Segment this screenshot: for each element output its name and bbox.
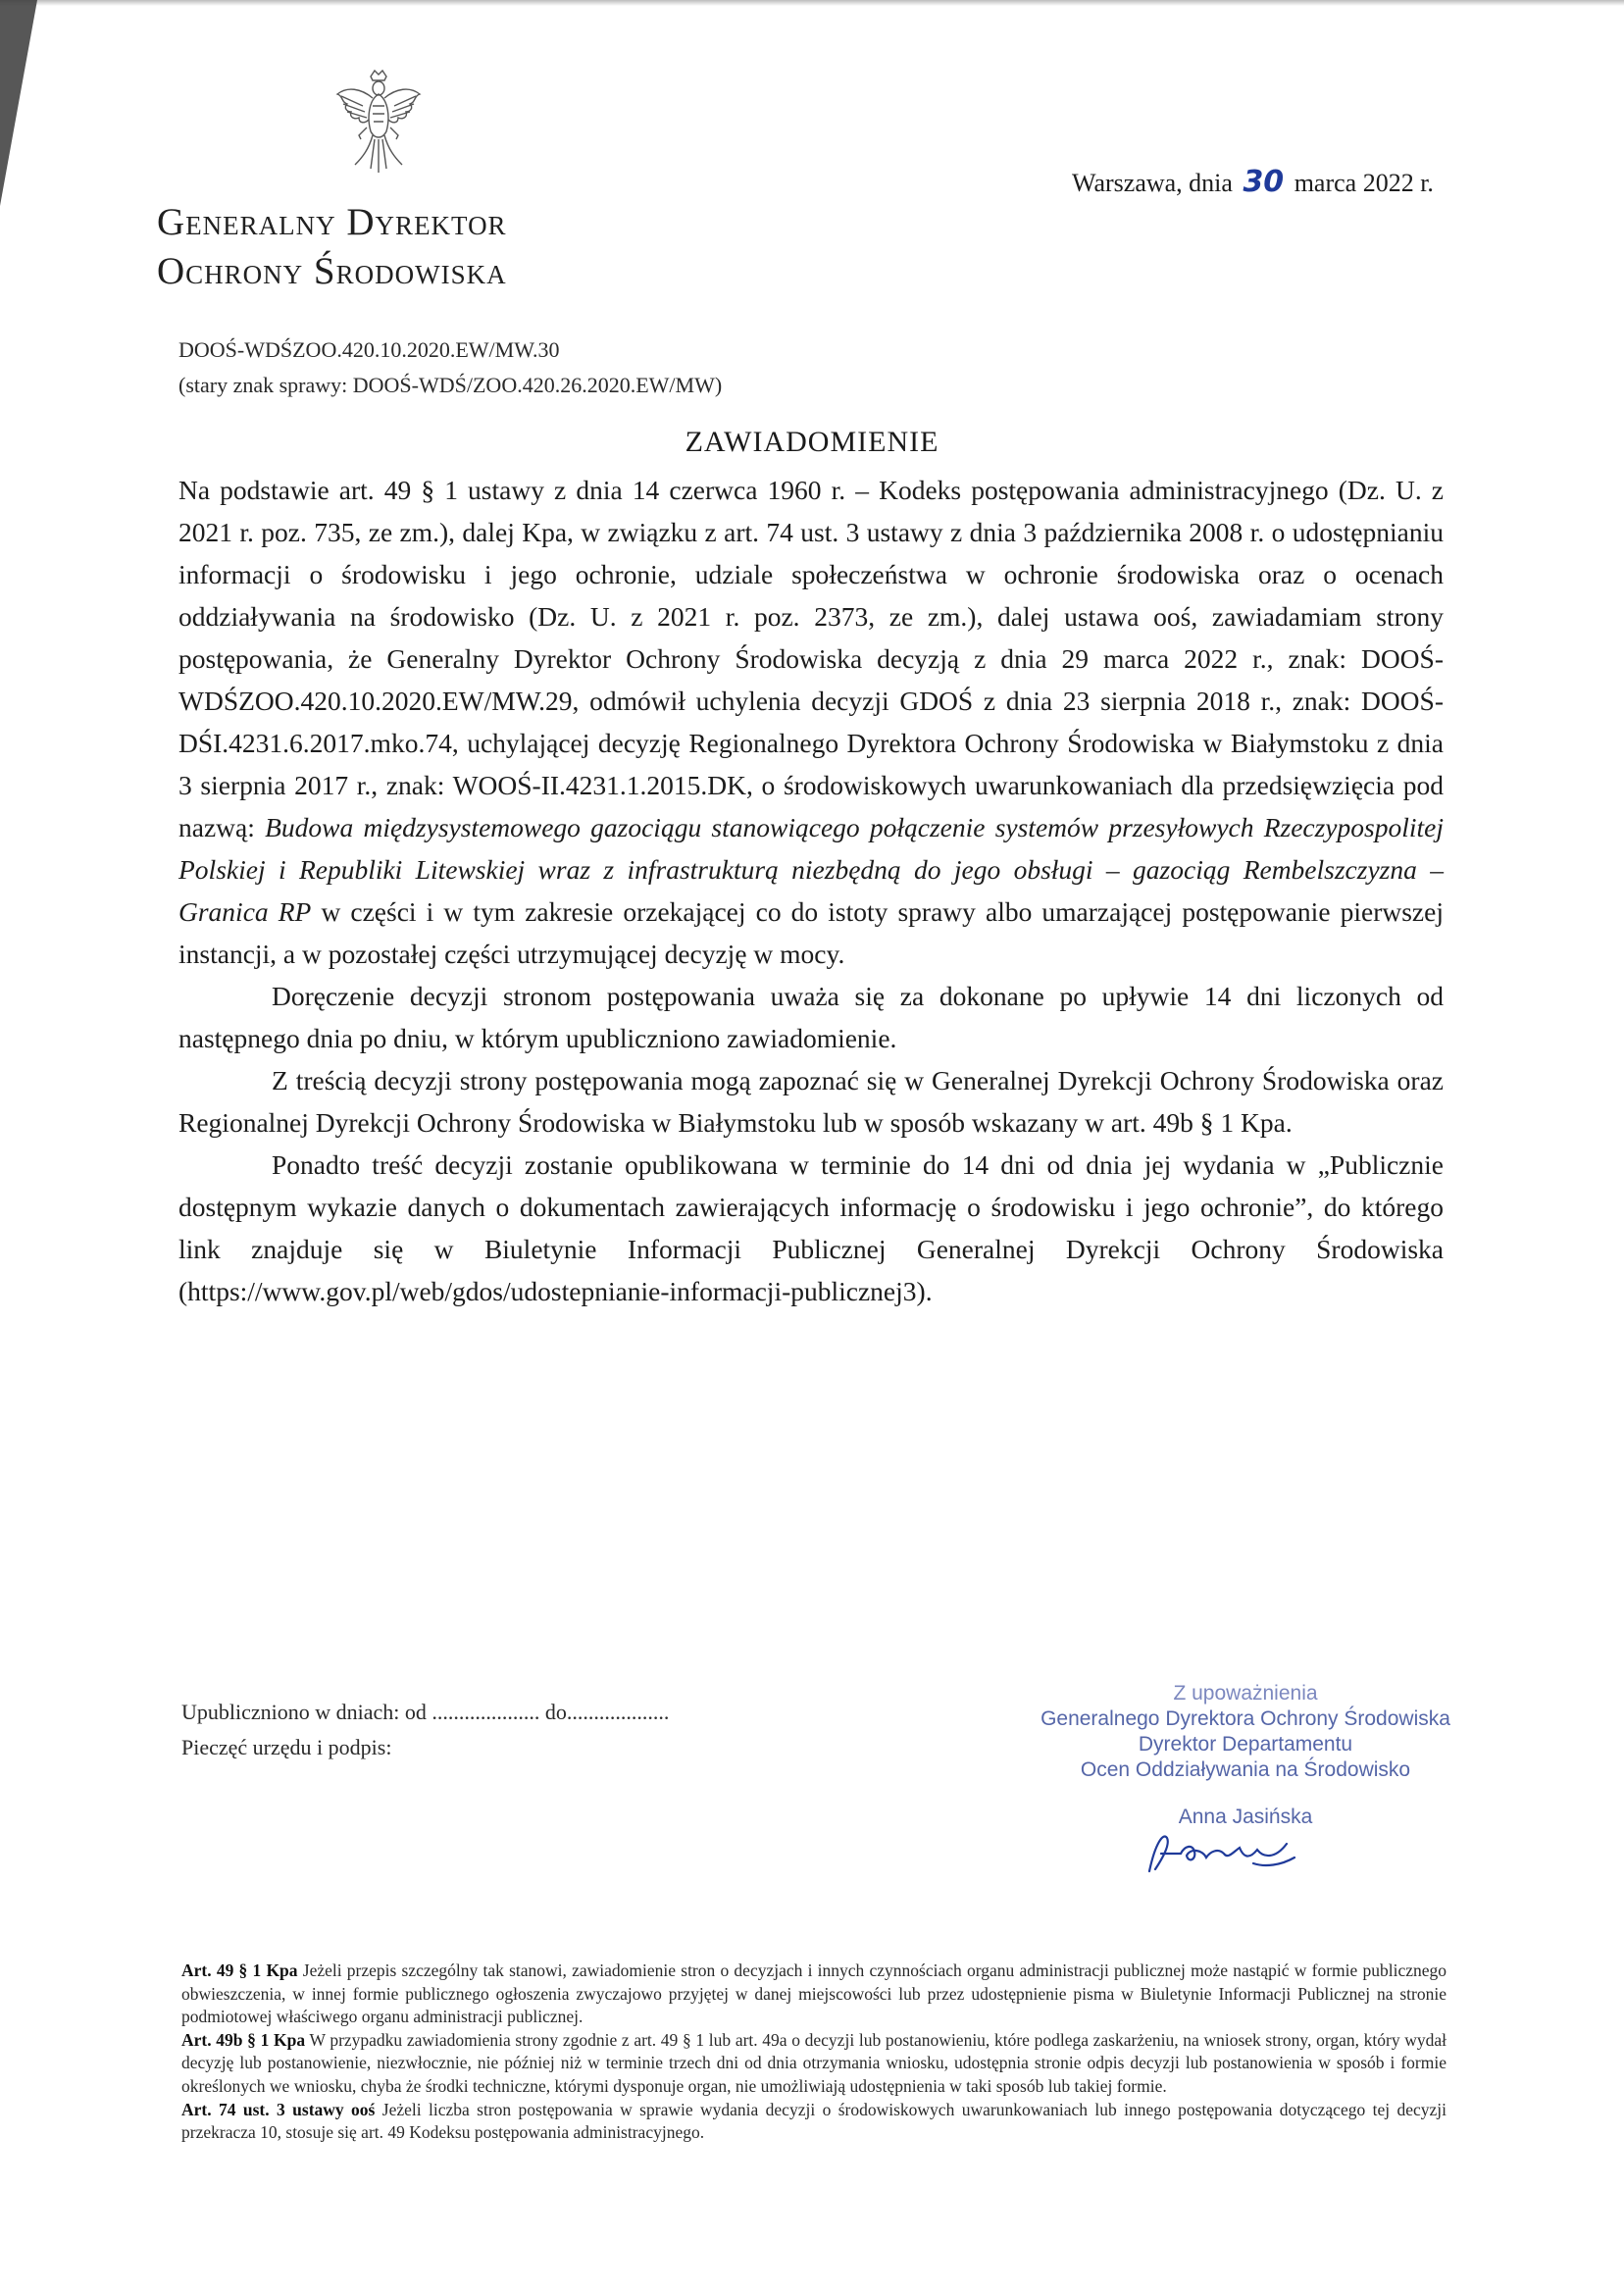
authorization-stamp xyxy=(1010,1681,1481,1830)
old-case-number: (stary znak sprawy: DOOŚ-WDŚ/ZOO.420.26.2020.EW/MW) xyxy=(178,373,723,397)
footnote-1-text: Jeżeli przepis szczególny tak stanowi, zawiadomienie stron o decyzjach i innych czynnościach organu administracji publicznej może nastąpić w formie publicznego obwieszczenia, w innej formie publicznego ogłoszenia zwyczajowo przyjętej w danej miejscowości lub przez udostępnienie pisma w Biuletynie Informacji Publicznej na stronie podmiotowej właściwego organu administracji publicznej. xyxy=(181,1960,1447,2027)
publication-block xyxy=(181,1695,669,1765)
paragraph-2: Doręczenie decyzji stronom postępowania uważa się za dokonane po upływie 14 dni liczonych od następnego dnia po dniu, w którym upubliczniono zawiadomienie. xyxy=(178,981,1444,1053)
footnote-2-label: Art. 49b § 1 Kpa xyxy=(181,2029,306,2050)
place-and-date xyxy=(1072,165,1434,199)
footnote-2-text: W przypadku zawiadomienia strony zgodnie z art. 49 § 1 lub art. 49a o decyzji lub postanowieniu, które podlega zaskarżeniu, na wniosek strony, organ, który wydał decyzję lub postanowienie, niezwłocznie, nie później niż w terminie trzech dni od dnia otrzymania wniosku, udostępnia stronie odpis decyzji lub postanowienia w sposób i formie określonych we wniosku, chyba że środki techniczne, którymi dysponuje organ, nie umożliwiają udostępnienia w taki sposób lub takiej formie. xyxy=(181,2029,1447,2096)
footnote-art-74 xyxy=(181,2099,1446,2145)
footnote-art-49 xyxy=(181,1960,1446,2029)
document-title: ZAWIADOMIENIE xyxy=(685,426,939,458)
place-date-prefix: Warszawa, dnia xyxy=(1072,169,1233,197)
paragraph-1 xyxy=(178,469,1444,975)
footnote-3-label: Art. 74 ust. 3 ustawy ooś xyxy=(181,2099,376,2119)
project-name: Budowa międzysystemowego gazociągu stanowiącego połączenie systemów przesyłowych Rzeczypospolitej Polskiej i Republiki Litewskiej wraz z infrastrukturą niezbędną do jego obsługi – gazociąg Rembelszczyzna – Granica RP xyxy=(178,812,1444,927)
stamp-line-4: Ocen Oddziaływania na Środowisko xyxy=(1080,1758,1411,1781)
stamp-signatory: Anna Jasińska xyxy=(1178,1806,1313,1828)
paragraph-4: Ponadto treść decyzji zostanie opublikowana w terminie do 14 dni od dnia jej wydania w „Publicznie dostępnym wykazie danych o dokumentach zawierających informację o środowisku i jego ochronie”, do którego link znajduje się w Biuletynie Informacji Publicznej Generalnej Dyrekcji Ochrony Środowiska (https://www.gov.pl/web/gdos/udostepnianie-informacji-publicznej3). xyxy=(178,1149,1444,1306)
paragraph-3: Z treścią decyzji strony postępowania mogą zapoznać się w Generalnej Dyrekcji Ochrony Środowiska oraz Regionalnej Dyrekcji Ochrony Środowiska w Białymstoku lub w sposób wskazany w art. 49b § 1 Kpa. xyxy=(178,1065,1444,1138)
footnote-3-text: Jeżeli liczba stron postępowania w sprawie wydania decyzji o środowiskowych uwarunkowaniach lub innego postępowania dotyczącego tej decyzji przekracza 10, stosuje się art. 49 Kodeksu postępowania administracyjnego. xyxy=(181,2099,1446,2143)
institution-line-2: Ochrony Środowiska xyxy=(157,250,507,292)
publication-dates-line: Upubliczniono w dniach: od .................... do................... xyxy=(181,1700,670,1724)
scan-shadow-left xyxy=(0,0,59,226)
stamp-line-3: Dyrektor Departamentu xyxy=(1138,1733,1353,1756)
handwritten-signature xyxy=(1138,1824,1304,1883)
paragraph-1-part-a: Na podstawie art. 49 § 1 ustawy z dnia 14 czerwca 1960 r. – Kodeks postępowania administracyjnego (Dz. U. z 2021 r. poz. 735, ze zm.), dalej Kpa, w związku z art. 74 ust. 3 ustawy z dnia 3 października 2008 r. o udostępnianiu informacji o środowisku i jego ochronie, udziale społeczeństwa w ochronie środowiska oraz o ocenach oddziaływania na środowisko (Dz. U. z 2021 r. poz. 2373, ze zm.), dalej ustawa ooś, zawiadamiam strony postępowania, że Generalny Dyrektor Ochrony Środowiska decyzją z dnia 29 marca 2022 r., znak: DOOŚ-WDŚZOO.420.10.2020.EW/MW.29, odmówił uchylenia decyzji GDOŚ z dnia 23 sierpnia 2018 r., znak: DOOŚ-DŚI.4231.6.2017.mko.74, uchylającej decyzję Regionalnego Dyrektora Ochrony Środowiska w Białymstoku z dnia 3 sierpnia 2017 r., znak: WOOŚ-II.4231.1.2015.DK, o środowiskowych uwarunkowaniach dla przedsięwzięcia pod nazwą: xyxy=(178,475,1444,842)
paragraph-1-part-b: w części i w tym zakresie orzekającej co do istoty sprawy albo umarzającej postępowanie pierwszej instancji, a w pozostałej części utrzymującej decyzję w mocy. xyxy=(178,896,1444,969)
scan-edge-top xyxy=(0,0,1624,6)
institution-name xyxy=(157,198,507,296)
notice-body xyxy=(178,469,1444,1312)
legal-footnotes xyxy=(181,1960,1446,2145)
case-number: DOOŚ-WDŚZOO.420.10.2020.EW/MW.30 xyxy=(178,337,560,362)
stamp-line-1: Z upoważnienia xyxy=(1173,1682,1318,1705)
office-stamp-line: Pieczęć urzędu i podpis: xyxy=(181,1735,392,1759)
footnote-art-49b xyxy=(181,2029,1446,2099)
eagle-emblem-icon xyxy=(333,67,424,177)
footnote-1-label: Art. 49 § 1 Kpa xyxy=(181,1960,298,1980)
stamp-line-2: Generalnego Dyrektora Ochrony Środowiska xyxy=(1040,1707,1450,1730)
institution-line-1: Generalny Dyrektor xyxy=(157,201,507,243)
place-date-suffix: marca 2022 r. xyxy=(1294,169,1434,197)
handwritten-day: 30 xyxy=(1243,165,1285,199)
